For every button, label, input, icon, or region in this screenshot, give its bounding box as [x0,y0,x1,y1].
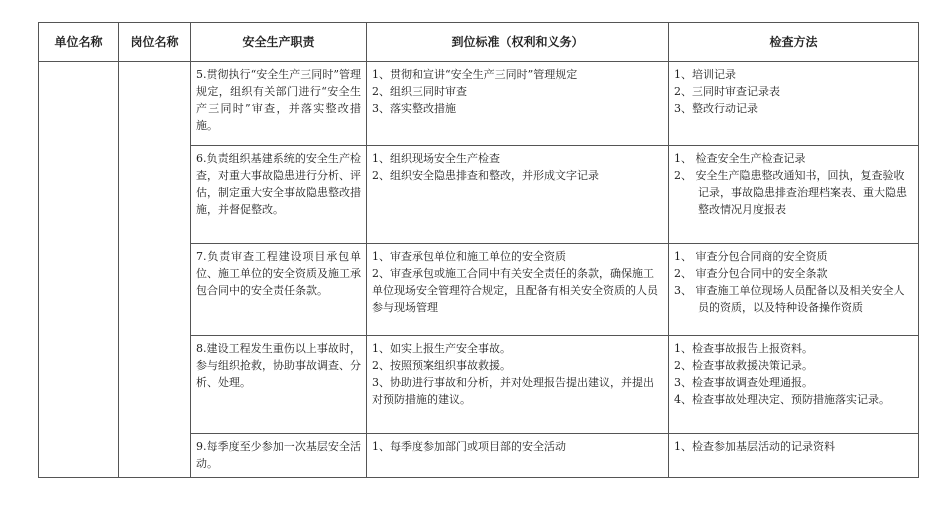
method-item: 3、检查事故调查处理通报。 [674,376,813,389]
standard-item: 2、组织安全隐患排查和整改，并形成文字记录 [372,169,599,182]
standard-item: 2、按照预案组织事故救援。 [372,359,511,372]
standard-item: 2、审查承包或施工合同中有关安全责任的条款，确保施工单位现场安全管理符合规定，且配备有相关安全资质的人员参与现场管理 [372,267,658,314]
table-body [39,62,919,478]
standard-item: 1、审查承包单位和施工单位的安全资质 [372,250,566,263]
header-check-method: 检查方法 [669,23,919,62]
method-cell [669,146,919,244]
method-cell [669,434,919,478]
duty-cell: 7.负责审查工程建设项目承包单位、施工单位的安全资质及施工承包合同中的安全责任条款。 [191,244,367,336]
method-item: 2、三同时审查记录表 [674,85,780,98]
standard-cell [367,336,669,434]
post-name-cell [119,62,191,478]
standard-item: 1、每季度参加部门或项目部的安全活动 [372,440,566,453]
standard-item: 1、组织现场安全生产检查 [372,152,500,165]
method-item: 2、 安全生产隐患整改通知书，回执，复查验收记录，事故隐患排查治理档案表、重大隐患整改情况月度报表 [674,169,907,216]
table-row [39,62,919,146]
method-item: 3、 审查施工单位现场人员配备以及相关安全人员的资质，以及特种设备操作资质 [674,284,905,314]
method-cell [669,62,919,146]
header-post-name: 岗位名称 [119,23,191,62]
method-item: 4、检查事故处理决定、预防措施落实记录。 [674,393,890,406]
standard-cell [367,62,669,146]
method-cell [669,244,919,336]
method-item: 1、 检查安全生产检查记录 [674,152,806,165]
method-item: 1、检查参加基层活动的记录资料 [674,440,835,453]
standard-item: 3、落实整改措施 [372,102,456,115]
responsibility-table-container [38,22,918,478]
method-item: 1、培训记录 [674,68,736,81]
standard-cell [367,434,669,478]
header-row [39,23,919,62]
standard-item: 2、组织三同时审查 [372,85,467,98]
method-item: 2、检查事故救援决策记录。 [674,359,813,372]
duty-cell: 8.建设工程发生重伤以上事故时，参与组织抢救，协助事故调查、分析、处理。 [191,336,367,434]
method-item: 1、 审查分包合同商的安全资质 [674,250,828,263]
duty-cell: 6.负责组织基建系统的安全生产检查，对重大事故隐患进行分析、评估，制定重大安全事故隐患整改措施，并督促整改。 [191,146,367,244]
safety-responsibility-table [38,22,919,478]
method-item: 3、整改行动记录 [674,102,758,115]
header-unit-name: 单位名称 [39,23,119,62]
standard-cell [367,146,669,244]
standard-item: 3、协助进行事故和分析，并对处理报告提出建议，并提出对预防措施的建议。 [372,376,654,406]
header-standard: 到位标准（权利和义务） [367,23,669,62]
method-cell [669,336,919,434]
table-header [39,23,919,62]
standard-item: 1、贯彻和宣讲“安全生产三同时”管理规定 [372,68,578,81]
header-safety-duty: 安全生产职责 [191,23,367,62]
standard-cell [367,244,669,336]
duty-cell: 5.贯彻执行“安全生产三同时”管理规定，组织有关部门进行“安全生产三同时”审查，并落实整改措施。 [191,62,367,146]
method-item: 1、检查事故报告上报资料。 [674,342,813,355]
unit-name-cell [39,62,119,478]
standard-item: 1、如实上报生产安全事故。 [372,342,511,355]
method-item: 2、 审查分包合同中的安全条款 [674,267,828,280]
duty-cell: 9.每季度至少参加一次基层安全活动。 [191,434,367,478]
